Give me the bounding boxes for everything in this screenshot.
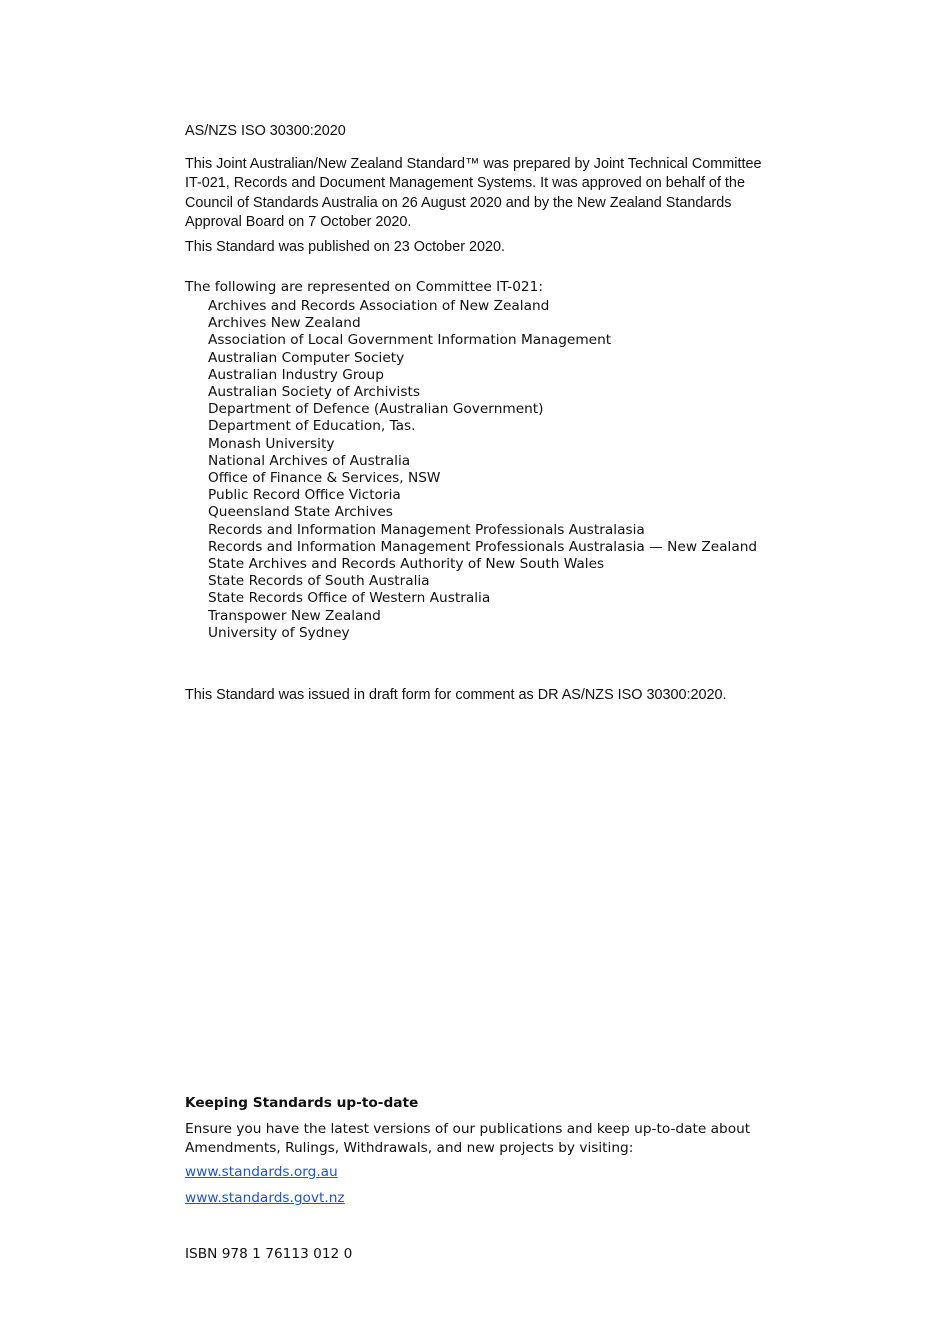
- committee-member: Records and Information Management Professionals Australasia — New Zealand: [208, 538, 758, 555]
- committee-member: State Archives and Records Authority of New South Wales: [208, 556, 605, 573]
- preparation-paragraph: This Joint Australian/New Zealand Standard™ was prepared by Joint Technical Committee IT-021, Records and Document Management Systems. It was approved on behalf of the Council of Standards Australia on 26 August 2020 and by the New Zealand Standards Approval Board on 7 October 2020.: [185, 156, 762, 231]
- committee-member: University of Sydney: [208, 624, 350, 641]
- committee-member: Australian Computer Society: [208, 349, 405, 366]
- committee-member: Australian Society of Archivists: [208, 384, 420, 401]
- link-row-au: [185, 1164, 785, 1181]
- link-row-nz: [185, 1190, 785, 1207]
- draft-note: This Standard was issued in draft form for comment as DR AS/NZS ISO 30300:2020.: [185, 687, 727, 703]
- committee-member: Monash University: [208, 435, 335, 452]
- committee-member: Archives New Zealand: [208, 315, 361, 332]
- publication-date-statement: This Standard was published on 23 October 2020.: [185, 239, 505, 255]
- committee-member: Office of Finance & Services, NSW: [208, 470, 441, 487]
- committee-member: Archives and Records Association of New Zealand: [208, 298, 550, 314]
- committee-member-list: [208, 298, 808, 642]
- committee-member: National Archives of Australia: [208, 452, 411, 469]
- keeping-standards-heading: Keeping Standards up-to-date: [185, 1095, 419, 1111]
- committee-member: Department of Defence (Australian Government): [208, 401, 544, 418]
- committee-member: Association of Local Government Information Management: [208, 332, 612, 349]
- committee-member: Records and Information Management Professionals Australasia: [208, 521, 645, 538]
- isbn: ISBN 978 1 76113 012 0: [185, 1246, 353, 1262]
- committee-member: Australian Industry Group: [208, 366, 384, 383]
- standards-nz-link[interactable]: www.standards.govt.nz: [185, 1190, 345, 1206]
- committee-member: Transpower New Zealand: [208, 607, 381, 624]
- committee-heading: The following are represented on Committee IT-021:: [185, 279, 543, 295]
- committee-member: State Records Office of Western Australia: [208, 590, 491, 607]
- committee-member: Public Record Office Victoria: [208, 487, 401, 504]
- standards-australia-link[interactable]: www.standards.org.au: [185, 1164, 338, 1180]
- committee-member: Department of Education, Tas.: [208, 418, 416, 435]
- committee-member: Queensland State Archives: [208, 504, 393, 521]
- committee-member: State Records of South Australia: [208, 573, 430, 590]
- keeping-standards-paragraph: Ensure you have the latest versions of our publications and keep up-to-date about Amendments, Rulings, Withdrawals, and new projects by visiting:: [185, 1121, 751, 1156]
- standard-designation: AS/NZS ISO 30300:2020: [185, 123, 346, 139]
